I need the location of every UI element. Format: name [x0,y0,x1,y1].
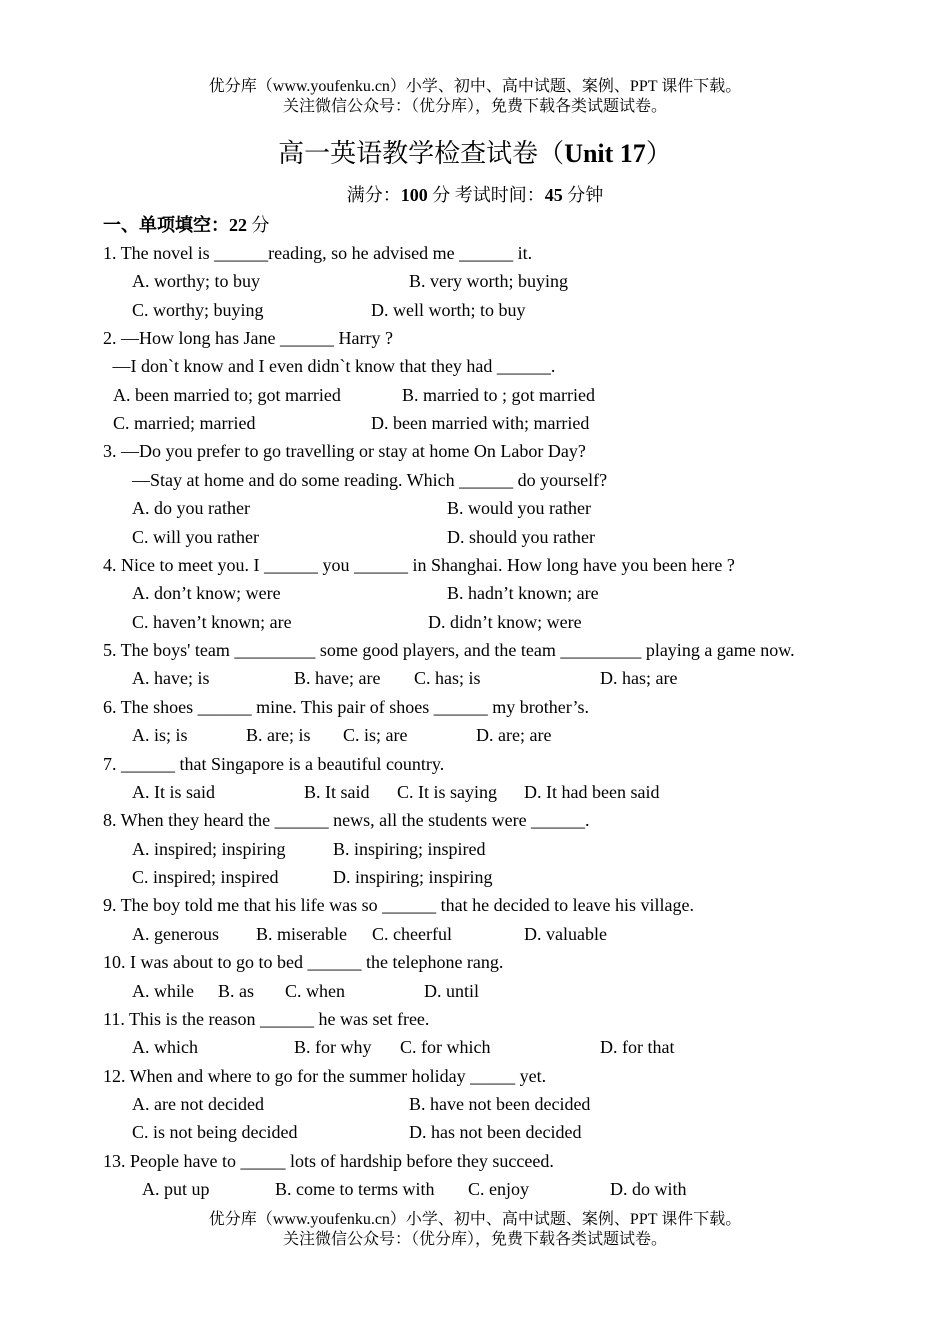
footer-line-1: 优分库（www.youfenku.cn）小学、初中、高中试题、案例、PPT 课件下载。 [208,1211,742,1228]
option: D. should you rather [447,527,595,547]
time-value: 45 [544,185,563,205]
option: C. haven’t known; are [132,612,292,632]
option: C. It is saying [397,782,498,802]
option: B. hadn’t known; are [447,583,599,603]
option: D. inspiring; inspiring [333,867,493,887]
section-unit: 分 [247,215,270,235]
header-line-2: 关注微信公众号：（优分库），免费下载各类试题试卷。 [282,98,667,115]
option: A. which [132,1037,198,1057]
option: B. have; are [294,668,381,688]
option: B. as [218,981,254,1001]
question-stem: 1. The novel is ______reading, so he advised me ______ it. [103,243,533,263]
option: D. It had been said [524,782,660,802]
option: C. when [285,981,345,1001]
question-stem: 12. When and where to go for the summer holiday _____ yet. [103,1066,547,1086]
option: A. inspired; inspiring [132,839,286,859]
option: B. are; is [246,725,311,745]
option: B. for why [294,1037,372,1057]
option: D. are; are [476,725,552,745]
option: C. has; is [414,668,481,688]
option: B. come to terms with [275,1179,435,1199]
footer-line-2: 关注微信公众号：（优分库），免费下载各类试题试卷。 [282,1231,667,1248]
option: B. It said [304,782,370,802]
option: C. inspired; inspired [132,867,279,887]
option: C. is not being decided [132,1122,298,1142]
question-stem-2: —Stay at home and do some reading. Which ______ do yourself? [132,470,608,490]
option: D. didn’t know; were [428,612,582,632]
option: A. been married to; got married [113,385,341,405]
option: B. very worth; buying [409,271,568,291]
page-title [0,138,950,170]
option: B. would you rather [447,498,591,518]
option: C. married; married [113,413,256,433]
option: C. worthy; buying [132,300,264,320]
option: D. well worth; to buy [371,300,526,320]
option: C. enjoy [468,1179,529,1199]
score-label: 满分： [346,185,401,205]
option: C. will you rather [132,527,259,547]
option: A. generous [132,924,219,944]
option: B. inspiring; inspired [333,839,486,859]
option: A. put up [142,1179,210,1199]
score-unit: 分 考试时间： [427,185,545,205]
option: C. is; are [343,725,408,745]
option: B. married to ; got married [402,385,595,405]
question-stem: 10. I was about to go to bed ______ the telephone rang. [103,952,504,972]
title-close: ） [645,139,672,168]
section-label: 一、单项填空： [103,215,229,236]
option: D. been married with; married [371,413,590,433]
option: A. are not decided [132,1094,264,1114]
option: C. cheerful [372,924,452,944]
title-main: 高一英语教学检查试卷（ [278,139,565,168]
option: D. has; are [600,668,678,688]
section-points: 22 [229,215,247,235]
option: B. miserable [256,924,347,944]
header-line-1: 优分库（www.youfenku.cn）小学、初中、高中试题、案例、PPT 课件下载。 [208,78,742,95]
question-stem-2: —I don`t know and I even didn`t know that they had ______. [108,356,556,376]
score-value: 100 [400,185,428,205]
question-stem: 3. —Do you prefer to go travelling or stay at home On Labor Day? [103,441,586,461]
option: D. do with [610,1179,687,1199]
option: A. is; is [132,725,188,745]
question-stem: 9. The boy told me that his life was so ______ that he decided to leave his village. [103,895,695,915]
option: D. has not been decided [409,1122,582,1142]
question-stem: 4. Nice to meet you. I ______ you ______ in Shanghai. How long have you been here ? [103,555,735,575]
option: A. while [132,981,194,1001]
section-heading [103,213,270,238]
question-stem: 6. The shoes ______ mine. This pair of shoes ______ my brother’s. [103,697,589,717]
question-stem: 13. People have to _____ lots of hardship before they succeed. [103,1151,554,1171]
option: A. have; is [132,668,210,688]
option: D. until [424,981,480,1001]
question-stem: 5. The boys' team _________ some good players, and the team _________ playing a game now. [103,640,795,660]
option: C. for which [400,1037,491,1057]
option: D. valuable [524,924,607,944]
option: A. don’t know; were [132,583,281,603]
option: A. worthy; to buy [132,271,260,291]
option: A. do you rather [132,498,250,518]
question-stem: 7. ______ that Singapore is a beautiful country. [103,754,445,774]
option: B. have not been decided [409,1094,591,1114]
title-unit: Unit 17 [564,139,646,168]
time-unit: 分钟 [562,185,604,205]
exam-info [0,183,950,207]
option: A. It is said [132,782,215,802]
question-stem: 8. When they heard the ______ news, all the students were ______. [103,810,590,830]
option: D. for that [600,1037,675,1057]
question-stem: 11. This is the reason ______ he was set free. [103,1009,430,1029]
question-stem: 2. —How long has Jane ______ Harry ? [103,328,393,348]
